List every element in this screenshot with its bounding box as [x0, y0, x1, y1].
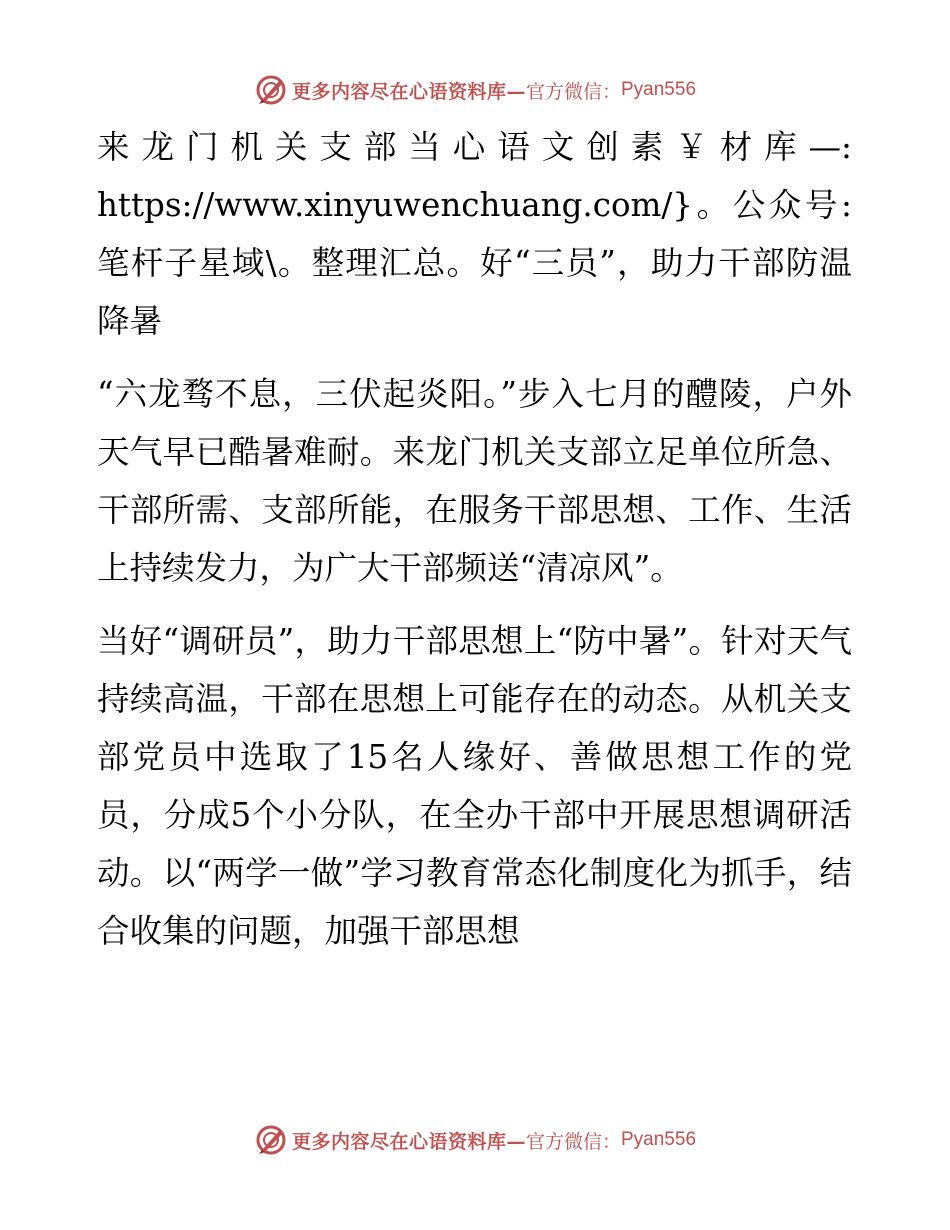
- paragraph-summer: “六龙骛不息，三伏起炎阳。”步入七月的醴陵，户外天气早已酷暑难耐。来龙门机关支部立足单位所急、干部所需、支部所能，在服务干部思想、工作、生活上持续发力，为广大干部频送“清凉风”。: [97, 375, 852, 587]
- banner-wechat-label: 官方微信：: [525, 1130, 621, 1153]
- banner-wechat-label: 官方微信：: [525, 80, 621, 103]
- paragraph-researcher: 当好“调研员”，助力干部思想上“防中暑”。针对天气持续高温，干部在思想上可能存在的动态。从机关支部党员中选取了15名人缘好、善做思想工作的党员，分成5个小分队，在全办干部中开展思想调研活动。以“两学一做”学习教育常态化制度化为抓手，结合收集的问题，加强干部思想: [97, 622, 852, 950]
- footer-banner: [0, 1120, 950, 1160]
- header-banner: [0, 70, 950, 110]
- banner-site-text: 更多内容尽在心语资料库—: [291, 1130, 526, 1153]
- document-body: [97, 118, 852, 975]
- paragraph-intro: 来龙门机关支部当心语文创素￥材库—: https://www.xinyuwenchuang.com/}。公众号: 笔杆子星域\。整理汇总。好“三员”，助力干部防温降暑: [97, 128, 852, 340]
- pen-logo-icon: [254, 1123, 288, 1157]
- banner-wechat-id: Pyan556: [621, 1129, 697, 1150]
- pen-logo-icon: [254, 73, 288, 107]
- banner-wechat-id: Pyan556: [621, 79, 697, 100]
- banner-site-text: 更多内容尽在心语资料库—: [291, 80, 526, 103]
